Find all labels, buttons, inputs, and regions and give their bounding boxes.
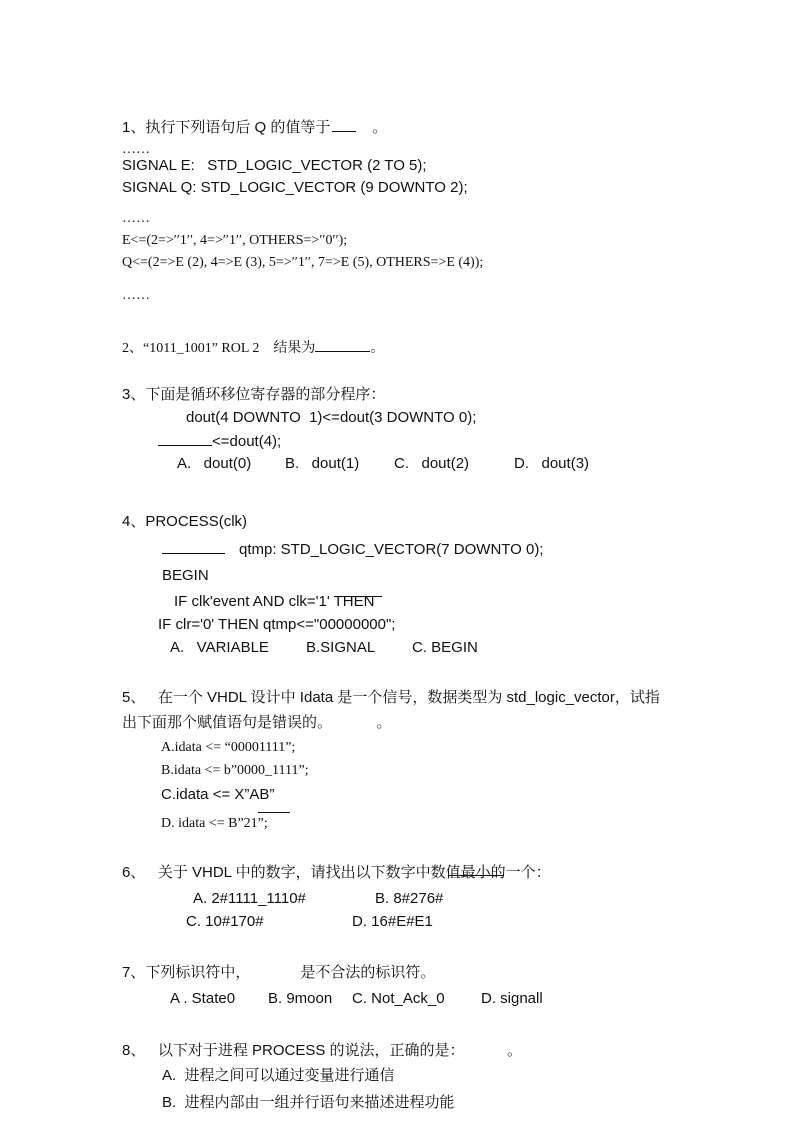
q4-declaration-text: qtmp: STD_LOGIC_VECTOR(7 DOWNTO 0); xyxy=(239,541,544,558)
q7-stem-end: 是不合法的标识符。 xyxy=(300,964,436,981)
q5-option-c xyxy=(161,786,274,804)
q2-answer-blank xyxy=(315,337,370,352)
q6-option-d: D. 16#E#E1 xyxy=(352,913,433,930)
q1-dots-3: …… xyxy=(122,288,150,303)
q6-option-b: B. 8#276# xyxy=(375,890,444,907)
q1-answer-blank xyxy=(332,117,356,132)
q1-dots-1: …… xyxy=(122,142,150,157)
q1-stem-text: 1、执行下列语句后 Q 的值等于 xyxy=(122,119,331,136)
q1-signal-q: SIGNAL Q: STD_LOGIC_VECTOR (9 DOWNTO 2); xyxy=(122,179,468,196)
q3-code-line-1: dout(4 DOWNTO 1)<=dout(3 DOWNTO 0); xyxy=(186,409,477,426)
q1-signal-e: SIGNAL E: STD_LOGIC_VECTOR (2 TO 5); xyxy=(122,157,427,174)
q8-stem-text: 8、 以下对于进程 PROCESS 的说法，正确的是： xyxy=(122,1042,458,1059)
q5-stem-line-2 xyxy=(122,714,392,732)
q2-stem xyxy=(122,337,384,358)
q5-option-a: A.idata <= “00001111”; xyxy=(161,740,296,755)
q4-option-c: C. BEGIN xyxy=(412,639,478,656)
q5-option-c-text: C.idata <= X”AB” xyxy=(161,786,275,803)
q4-stem: 4、PROCESS(clk) xyxy=(122,513,248,530)
q5-annotation-mark xyxy=(258,812,290,813)
q6-annotation-mark xyxy=(448,875,504,876)
q4-if-clr: IF clr='0' THEN qtmp<="00000000"; xyxy=(158,616,396,633)
q1-assign-q: Q<=(2=>E (2), 4=>E (3), 5=>′′1′′, 7=>E (5), OTHERS=>E (4)); xyxy=(122,255,484,270)
q3-code-line-2-text: <=dout(4); xyxy=(212,433,282,450)
q6-stem: 6、 关于 VHDL 中的数字，请找出以下数字中数值最小的一个： xyxy=(122,864,551,881)
q6-option-c: C. 10#170# xyxy=(186,913,264,930)
q7-option-d: D. signall xyxy=(481,990,543,1007)
q5-stem-end: 。 xyxy=(376,714,392,731)
q7-option-b: B. 9moon xyxy=(268,990,333,1007)
q5-option-b: B.idata <= b”0000_1111”; xyxy=(161,763,309,778)
q7-stem-text: 7、下列标识符中， xyxy=(122,964,251,981)
q3-option-c: C. dout(2) xyxy=(394,455,470,472)
q7-stem xyxy=(122,964,435,982)
q3-answer-blank xyxy=(158,431,212,446)
q4-declaration xyxy=(162,539,544,559)
q1-stem xyxy=(122,117,387,137)
q2-stem-end: 。 xyxy=(370,341,385,356)
q3-code-line-2 xyxy=(158,431,281,451)
q4-annotation-mark xyxy=(342,596,382,597)
q4-begin: BEGIN xyxy=(162,567,209,584)
q4-option-b: B.SIGNAL xyxy=(306,639,376,656)
q3-option-a: A. dout(0) xyxy=(177,455,252,472)
q5-option-d: D. idata <= B”21”; xyxy=(161,816,268,831)
q3-option-b: B. dout(1) xyxy=(285,455,360,472)
q1-dots-2: …… xyxy=(122,211,150,226)
q1-assign-e: E<=(2=>′′1′′, 4=>′′1′′, OTHERS=>′′0′′); xyxy=(122,233,348,248)
q2-stem-text: 2、“1011_1001” ROL 2 结果为 xyxy=(122,341,316,356)
q5-stem-line-2-text: 出下面那个赋值语句是错误的。 xyxy=(122,714,325,731)
q4-option-a: A. VARIABLE xyxy=(170,639,269,656)
q7-option-a: A . State0 xyxy=(170,990,236,1007)
q8-option-a: A. 进程之间可以通过变量进行通信 xyxy=(162,1067,395,1084)
q3-option-d: D. dout(3) xyxy=(514,455,590,472)
q4-if-clk: IF clk'event AND clk='1' THEN xyxy=(174,593,375,610)
q1-stem-end: 。 xyxy=(372,119,388,136)
q3-stem: 3、下面是循环移位寄存器的部分程序： xyxy=(122,386,386,403)
q6-option-a: A. 2#1111_1110# xyxy=(193,890,306,907)
q8-stem xyxy=(122,1042,522,1060)
q8-option-b: B. 进程内部由一组并行语句来描述进程功能 xyxy=(162,1094,455,1111)
q4-answer-blank xyxy=(162,539,225,554)
q7-option-c: C. Not_Ack_0 xyxy=(352,990,445,1007)
q5-stem-line-1: 5、 在一个 VHDL 设计中 Idata 是一个信号，数据类型为 std_logic_vector，试指 xyxy=(122,689,660,706)
q8-stem-end: 。 xyxy=(507,1042,523,1059)
